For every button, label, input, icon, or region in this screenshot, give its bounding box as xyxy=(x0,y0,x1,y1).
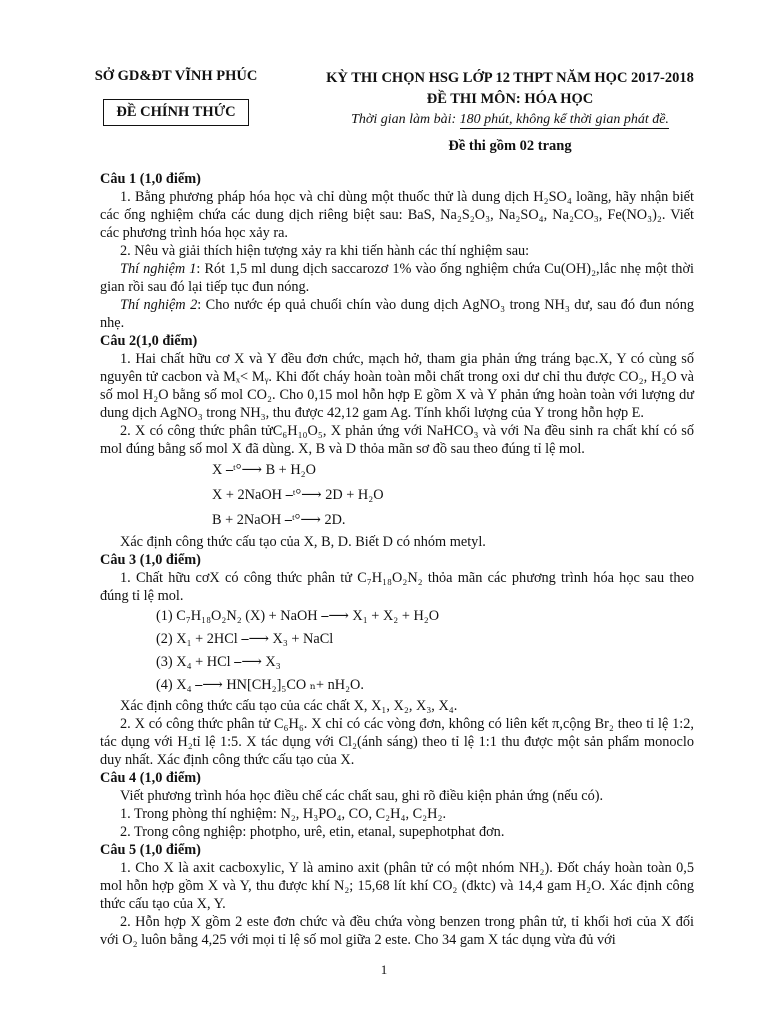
official-exam-box: ĐỀ CHÍNH THỨC xyxy=(103,99,248,126)
header-left xyxy=(66,68,286,126)
reaction-equation: X ⎯ᵗ°⟶ B + H₂O xyxy=(212,462,316,478)
experiment-2-label: Thí nghiệm 2 xyxy=(120,297,198,313)
experiment-1-label: Thí nghiệm 1 xyxy=(120,261,197,277)
exam-page-count: Đề thi gồm 02 trang xyxy=(448,138,572,154)
question-1-part-2: 2. Nêu và giải thích hiện tượng xảy ra khi tiến hành các thí nghiệm sau: xyxy=(120,243,530,259)
exam-body xyxy=(100,170,694,949)
question-4-part-1: 1. Trong phòng thí nghiệm: N₂, H₃PO₄, CO, C₂H₄, C₂H₂. xyxy=(120,806,447,822)
question-3-title: Câu 3 (1,0 điểm) xyxy=(100,552,201,568)
question-2-title: Câu 2(1,0 điểm) xyxy=(100,333,198,349)
experiment-1 xyxy=(100,260,694,296)
reaction-equation: (2) X₁ + 2HCl ⎯⟶ X₃ + NaCl xyxy=(156,631,334,647)
question-2-part-2: 2. X có công thức phân tửC₆H₁₀O₅, X phản ứng với NaHCO₃ và với Na đều sinh ra chất khí có số mol đúng bằng số mol X đã dùng. X, B và D thỏa mãn sơ đồ sau theo đúng tỉ lệ mol. xyxy=(100,423,694,457)
question-2-part-1: 1. Hai chất hữu cơ X và Y đều đơn chức, mạch hở, tham gia phản ứng tráng bạc.X, Y có cùng số nguyên tử cacbon và Mₓ< Mᵧ. Khi đốt cháy hoàn toàn mỗi chất trong oxi dư chỉ thu được CO₂, H₂O và số mol H₂O bằng số mol CO₂. Cho 0,15 mol hỗn hợp E gồm X và Y phản ứng hoàn toàn với lượng dư dung dịch AgNO₃ trong NH₃, thu được 42,12 gam Ag. Tính khối lượng của Y trong hỗn hợp E. xyxy=(100,351,694,421)
page-number: 1 xyxy=(380,962,388,977)
question-4-title: Câu 4 (1,0 điểm) xyxy=(100,770,201,786)
exam-subject: ĐỀ THI MÔN: HÓA HỌC xyxy=(426,91,594,107)
reaction-equation: X + 2NaOH ⎯ᵗ°⟶ 2D + H₂O xyxy=(212,487,384,503)
question-4-intro: Viết phương trình hóa học điều chế các chất sau, ghi rõ điều kiện phản ứng (nếu có). xyxy=(120,788,604,804)
header-right xyxy=(290,68,730,155)
department-name: SỞ GD&ĐT VĨNH PHÚC xyxy=(94,68,258,84)
question-3-part-3: 2. X có công thức phân tử C₆H₆. X chỉ có các vòng đơn, không có liên kết π,cộng Br₂ theo tỉ lệ 1:2, tác dụng với H₂tỉ lệ 1:5. X tác dụng với Cl₂(ánh sáng) theo tỉ lệ 1:1 thu được một sản phẩm monoclo duy nhất. Xác định công thức cấu tạo của X. xyxy=(100,716,694,768)
question-2-part-3: Xác định công thức cấu tạo của X, B, D. Biết D có nhóm metyl. xyxy=(120,534,486,550)
reaction-equation: (1) C₇H₁₈O₂N₂ (X) + NaOH ⎯⟶ X₁ + X₂ + H₂O xyxy=(156,608,440,624)
exam-time-prefix: Thời gian làm bài: xyxy=(351,112,460,127)
reaction-equation: (3) X₄ + HCl ⎯⟶ X₃ xyxy=(156,654,281,670)
question-3-part-2: Xác định công thức cấu tạo của các chất X, X₁, X₂, X₃, X₄. xyxy=(120,698,458,714)
question-5-title: Câu 5 (1,0 điểm) xyxy=(100,842,201,858)
reaction-equation: B + 2NaOH ⎯ᵗ°⟶ 2D. xyxy=(212,512,346,528)
experiment-2-text: : Cho nước ép quả chuối chín vào dung dịch AgNO₃ trong NH₃ dư, sau đó đun nóng nhẹ. xyxy=(100,297,694,331)
exam-title: KỲ THI CHỌN HSG LỚP 12 THPT NĂM HỌC 2017-2018 xyxy=(326,70,694,86)
exam-time-detail: 180 phút, không kể thời gian phát đề. xyxy=(459,112,669,127)
reaction-equation: (4) X₄ ⎯⟶ HN[CH₂]₅CO ₙ+ nH₂O. xyxy=(156,677,364,693)
question-4-part-2: 2. Trong công nghiệp: photpho, urê, etin, etanal, supephotphat đơn. xyxy=(120,824,505,840)
experiment-1-text: : Rót 1,5 ml dung dịch saccarozơ 1% vào ống nghiệm chứa Cu(OH)₂,lắc nhẹ một thời gian rồi sau đó lại tiếp tục đun nóng. xyxy=(100,261,694,295)
question-5-part-1: 1. Cho X là axit cacboxylic, Y là amino axit (phân tử có một nhóm NH₂). Đốt cháy hoàn toàn 0,5 mol hỗn hợp gồm X và Y, thu được khí N₂; 15,68 lít khí CO₂ (đktc) và 14,4 gam H₂O. Xác định công thức cấu tạo của X, Y. xyxy=(100,860,694,912)
exam-time xyxy=(290,110,730,130)
experiment-2 xyxy=(100,296,694,332)
question-1-title: Câu 1 (1,0 điểm) xyxy=(100,171,201,187)
question-1-part-1: 1. Bằng phương pháp hóa học và chỉ dùng một thuốc thử là dung dịch H₂SO₄ loãng, hãy nhận biết các ống nghiệm chứa các dung dịch riêng biệt sau: BaS, Na₂S₂O₃, Na₂SO₄, Na₂CO₃, Fe(NO₃)₂. Viết các phương trình hóa học xảy ra. xyxy=(100,189,694,241)
question-3-part-1: 1. Chất hữu cơX có công thức phân tử C₇H₁₈O₂N₂ thỏa mãn các phương trình hóa học sau theo đúng tỉ lệ mol. xyxy=(100,570,694,604)
question-5-part-2: 2. Hỗn hợp X gồm 2 este đơn chức và đều chứa vòng benzen trong phân tử, tỉ khối hơi của X đối với O₂ luôn bằng 4,25 với mọi tỉ lệ số mol giữa 2 este. Cho 34 gam X tác dụng vừa đủ với xyxy=(100,914,694,948)
